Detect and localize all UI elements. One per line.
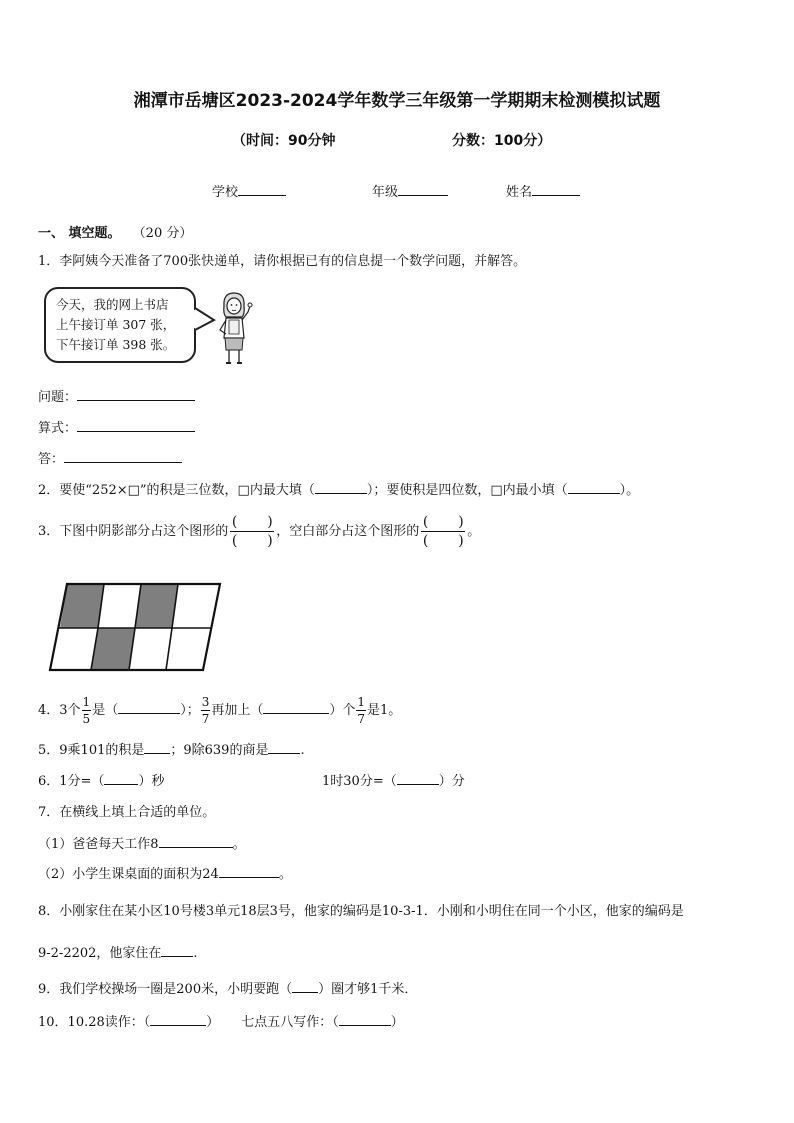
q9-text: ）圈才够1千米． xyxy=(318,982,418,997)
shaded-cell xyxy=(135,584,178,628)
school-field xyxy=(212,181,286,200)
section-heading xyxy=(38,222,192,241)
q6-text: ）分 xyxy=(438,774,465,789)
q1-answer-row xyxy=(38,448,182,467)
paren: ) xyxy=(458,514,464,530)
q6-text: 6．1分=（ xyxy=(38,774,105,789)
q1-answer-label: 答： xyxy=(38,452,65,467)
question-8-line-1: 8．小刚家住在某小区10号楼3单元18层3号，他家的编码是10-3-1．小刚和小明住在同一个小区，他家的编码是 xyxy=(38,904,684,919)
name-blank[interactable] xyxy=(532,183,580,196)
q1-question-blank[interactable] xyxy=(77,388,195,401)
q1-formula-blank[interactable] xyxy=(77,419,195,432)
question-7-text: 7．在横线上填上合适的单位。 xyxy=(38,805,216,820)
q1-formula-row xyxy=(38,417,195,436)
q8-text: 9-2-2202，他家住在 xyxy=(38,946,162,961)
section-title: 一、 填空题。 xyxy=(38,226,121,241)
question-2 xyxy=(38,479,639,498)
question-7-1 xyxy=(38,833,246,852)
q3-fraction-blank-2[interactable] xyxy=(421,513,465,550)
q5-text: ；9除639的商是 xyxy=(170,743,269,758)
q4-text: 再加上（ xyxy=(211,703,264,718)
question-8-line-2 xyxy=(38,942,198,961)
q3-fraction-blank-1[interactable] xyxy=(230,513,274,550)
numerator: 1 xyxy=(82,695,91,709)
paren: ) xyxy=(267,533,273,549)
q8-text: . xyxy=(193,946,198,961)
grade-field xyxy=(372,181,448,200)
q2-text: 2．要使“252×□”的积是三位数，□内最大填（ xyxy=(38,483,315,498)
q9-text: 9．我们学校操场一圈是200米，小明要跑（ xyxy=(38,982,293,997)
q7-text: （2）小学生课桌面的面积为24 xyxy=(38,867,219,882)
grid-line xyxy=(166,628,172,670)
q10-text: 10．10.28读作：（ xyxy=(38,1015,151,1030)
q4-text: 是（ xyxy=(92,703,119,718)
q2-blank-1[interactable] xyxy=(315,481,367,494)
q1-question-row xyxy=(38,386,195,405)
q6-blank-1[interactable] xyxy=(104,772,138,785)
paren: ) xyxy=(267,514,273,530)
q7-text: （1）爸爸每天工作8 xyxy=(38,837,159,852)
section-points: （20 分） xyxy=(132,226,193,241)
question-6-left xyxy=(38,770,164,789)
name-field xyxy=(506,181,580,200)
paren: ( xyxy=(231,514,238,530)
q5-blank-2[interactable] xyxy=(268,741,300,754)
school-label: 学校 xyxy=(212,185,239,200)
exam-score: 分数：100分） xyxy=(452,133,552,149)
name-label: 姓名 xyxy=(506,185,533,200)
q8-blank[interactable] xyxy=(161,944,193,957)
teacher-illustration-icon xyxy=(215,290,255,368)
q4-text: 是1。 xyxy=(367,703,402,718)
denominator: 7 xyxy=(357,712,366,726)
q4-text: ）个 xyxy=(329,703,356,718)
grade-blank[interactable] xyxy=(398,183,448,196)
q7-text: 。 xyxy=(278,867,292,882)
page-title: 湘潭市岳塘区2023-2024学年数学三年级第一学期期末检测模拟试题 xyxy=(133,91,661,111)
question-1-text: 1．李阿姨今天准备了700张快递单，请你根据已有的信息提一个数学问题，并解答。 xyxy=(38,254,527,269)
bubble-line: 上午接订单 307 张， xyxy=(56,317,176,332)
fraction-one-fifth xyxy=(82,696,92,725)
bubble-line: 下午接订单 398 张。 xyxy=(56,337,176,352)
q6-text: ）秒 xyxy=(138,774,165,789)
numerator: 3 xyxy=(201,695,210,709)
q3-text: 3．下图中阴影部分占这个图形的 xyxy=(38,524,229,539)
q4-text: 4．3个 xyxy=(38,703,81,718)
q3-text: ，空白部分占这个图形的 xyxy=(276,524,420,539)
paren: ( xyxy=(422,514,429,530)
parallelogram-figure xyxy=(44,580,226,674)
grade-label: 年级 xyxy=(372,185,399,200)
q5-text: 5．9乘101的积是 xyxy=(38,743,145,758)
question-3 xyxy=(38,512,480,552)
question-9 xyxy=(38,978,417,997)
bubble-line: 今天，我的网上书店 xyxy=(56,297,169,312)
q1-answer-blank[interactable] xyxy=(64,450,182,463)
denominator: 5 xyxy=(82,712,91,726)
speech-bubble xyxy=(44,287,196,363)
denominator: 7 xyxy=(201,712,210,726)
q9-blank[interactable] xyxy=(292,980,318,993)
q7-blank-1[interactable] xyxy=(159,835,233,848)
q6-blank-2[interactable] xyxy=(397,772,439,785)
q4-text: ）； xyxy=(180,703,200,718)
q5-text: . xyxy=(300,743,305,758)
q2-text: ）。 xyxy=(619,483,640,498)
q5-blank-1[interactable] xyxy=(144,741,170,754)
q10-text: ） xyxy=(206,1015,220,1030)
question-6-right xyxy=(322,770,465,789)
q7-text: 。 xyxy=(232,837,246,852)
question-4 xyxy=(38,692,401,730)
q6-text: 1时30分=（ xyxy=(322,774,397,789)
fraction-three-sevenths xyxy=(201,696,211,725)
q10-blank-1[interactable] xyxy=(150,1013,206,1026)
exam-time: （时间：90分钟 xyxy=(232,133,336,149)
school-blank[interactable] xyxy=(238,183,286,196)
q1-formula-label: 算式： xyxy=(38,421,78,436)
q7-blank-2[interactable] xyxy=(219,865,279,878)
paren: ( xyxy=(231,533,238,549)
q10-text: ） xyxy=(390,1015,404,1030)
q4-blank-1[interactable] xyxy=(118,701,180,714)
q10-blank-2[interactable] xyxy=(339,1013,391,1026)
q2-blank-2[interactable] xyxy=(568,481,620,494)
q2-text: ）；要使积是四位数，□内最小填（ xyxy=(366,483,568,498)
question-10 xyxy=(38,1011,404,1030)
fraction-one-seventh xyxy=(356,696,366,725)
paren: ) xyxy=(458,533,464,549)
q4-blank-2[interactable] xyxy=(263,701,329,714)
q10-text: 七点五八写作：（ xyxy=(241,1015,339,1030)
question-5 xyxy=(38,739,305,758)
paren: ( xyxy=(422,533,429,549)
question-7-2 xyxy=(38,863,292,882)
numerator: 1 xyxy=(357,695,366,709)
q1-question-label: 问题： xyxy=(38,390,78,405)
q3-text: 。 xyxy=(467,524,481,539)
